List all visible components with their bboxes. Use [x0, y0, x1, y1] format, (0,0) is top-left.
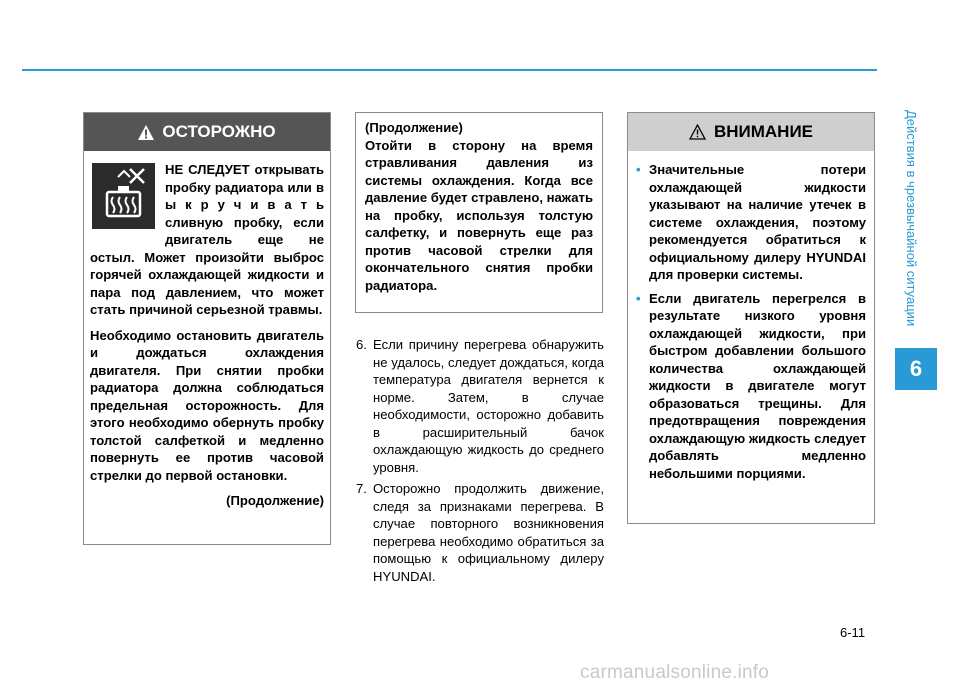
header-rule — [22, 69, 877, 71]
caution-item-text: Значительные потери охлаждающей жидкости указывают на наличие утечек в системе охлаждения, поэтому рекомендуется обратиться к официальному дилеру HYUNDAI для проверки системы. — [649, 162, 866, 282]
watermark: carmanualsonline.info — [580, 662, 770, 683]
bullet-icon: • — [636, 162, 641, 177]
caution-box — [627, 112, 875, 524]
warning-paragraph-2: Необходимо остановить двигатель и дождаться охлаждения двигателя. При снятии пробки радиатора должна соблюдаться предельная осторожность. Для этого необходимо обернуть пробку толстой салфеткой и медленно повернуть ее против часовой стрелки до первой остановки. — [90, 327, 324, 483]
procedure-steps — [356, 336, 604, 589]
caution-header — [628, 113, 874, 151]
warning-header — [84, 113, 330, 151]
caution-item-text: Если двигатель перегрелся в результате низкого уровня охлаждающей жидкости, при быстром добавлении большого количества охлаждающей жидкости в двигателе могут образоваться трещины. Для предотвращения повреждения охлаждающую жидкость следует добавлять медленно небольшими порциями. — [649, 290, 866, 481]
warning-paragraph-1: НЕ СЛЕДУЕТ открывать пробку радиатора или в ы к р у ч и в а т ь сливную пробку, если двигатель еще не остыл. Может произойти выброс горячей охлаждающей жидкости и пара под давлением, что может стать причиной серьезной травмы. — [90, 162, 324, 317]
step-7 — [356, 480, 604, 585]
warning-triangle-icon — [138, 125, 154, 140]
caution-triangle-icon — [689, 124, 706, 140]
step-text: Если причину перегрева обнаружить не удалось, следует дождаться, когда температура двигателя вернется к норме. Затем, в случае необходимости, осторожно добавить в расширительный бачок охлаждающую жидкость до среднего уровня. — [373, 337, 604, 475]
warning-continued-label: (Продолжение) — [226, 493, 324, 508]
caution-item — [636, 290, 866, 483]
warning-title: ОСТОРОЖНО — [162, 122, 276, 141]
step-text: Осторожно продолжить движение, следя за признаками перегрева. В случае повторного возникновения перегрева необходимо обратиться за помощью к официальному дилеру HYUNDAI. — [373, 481, 604, 584]
section-title: Действия в чрезвычайной ситуации — [904, 110, 919, 327]
caution-title: ВНИМАНИЕ — [713, 122, 814, 141]
warning-box — [83, 112, 331, 545]
caution-list — [628, 151, 874, 482]
step-number: 7. — [356, 481, 367, 496]
continued-box — [355, 112, 603, 313]
continued-text: Отойти в сторону на время стравливания давления из системы охлаждения. Когда все давление будет стравлено, нажать на пробку, используя толстую салфетку, и повернуть еще раз против часовой стрелки для окончательного снятия пробки радиатора. — [365, 137, 593, 293]
hot-radiator-icon — [92, 163, 155, 229]
chapter-tab: 6 — [895, 348, 937, 390]
caution-item — [636, 161, 866, 284]
step-6 — [356, 336, 604, 476]
bullet-icon: • — [636, 290, 641, 306]
page-number: 6-11 — [840, 625, 866, 640]
continued-header: (Продолжение) — [365, 120, 463, 135]
step-number: 6. — [356, 337, 367, 352]
